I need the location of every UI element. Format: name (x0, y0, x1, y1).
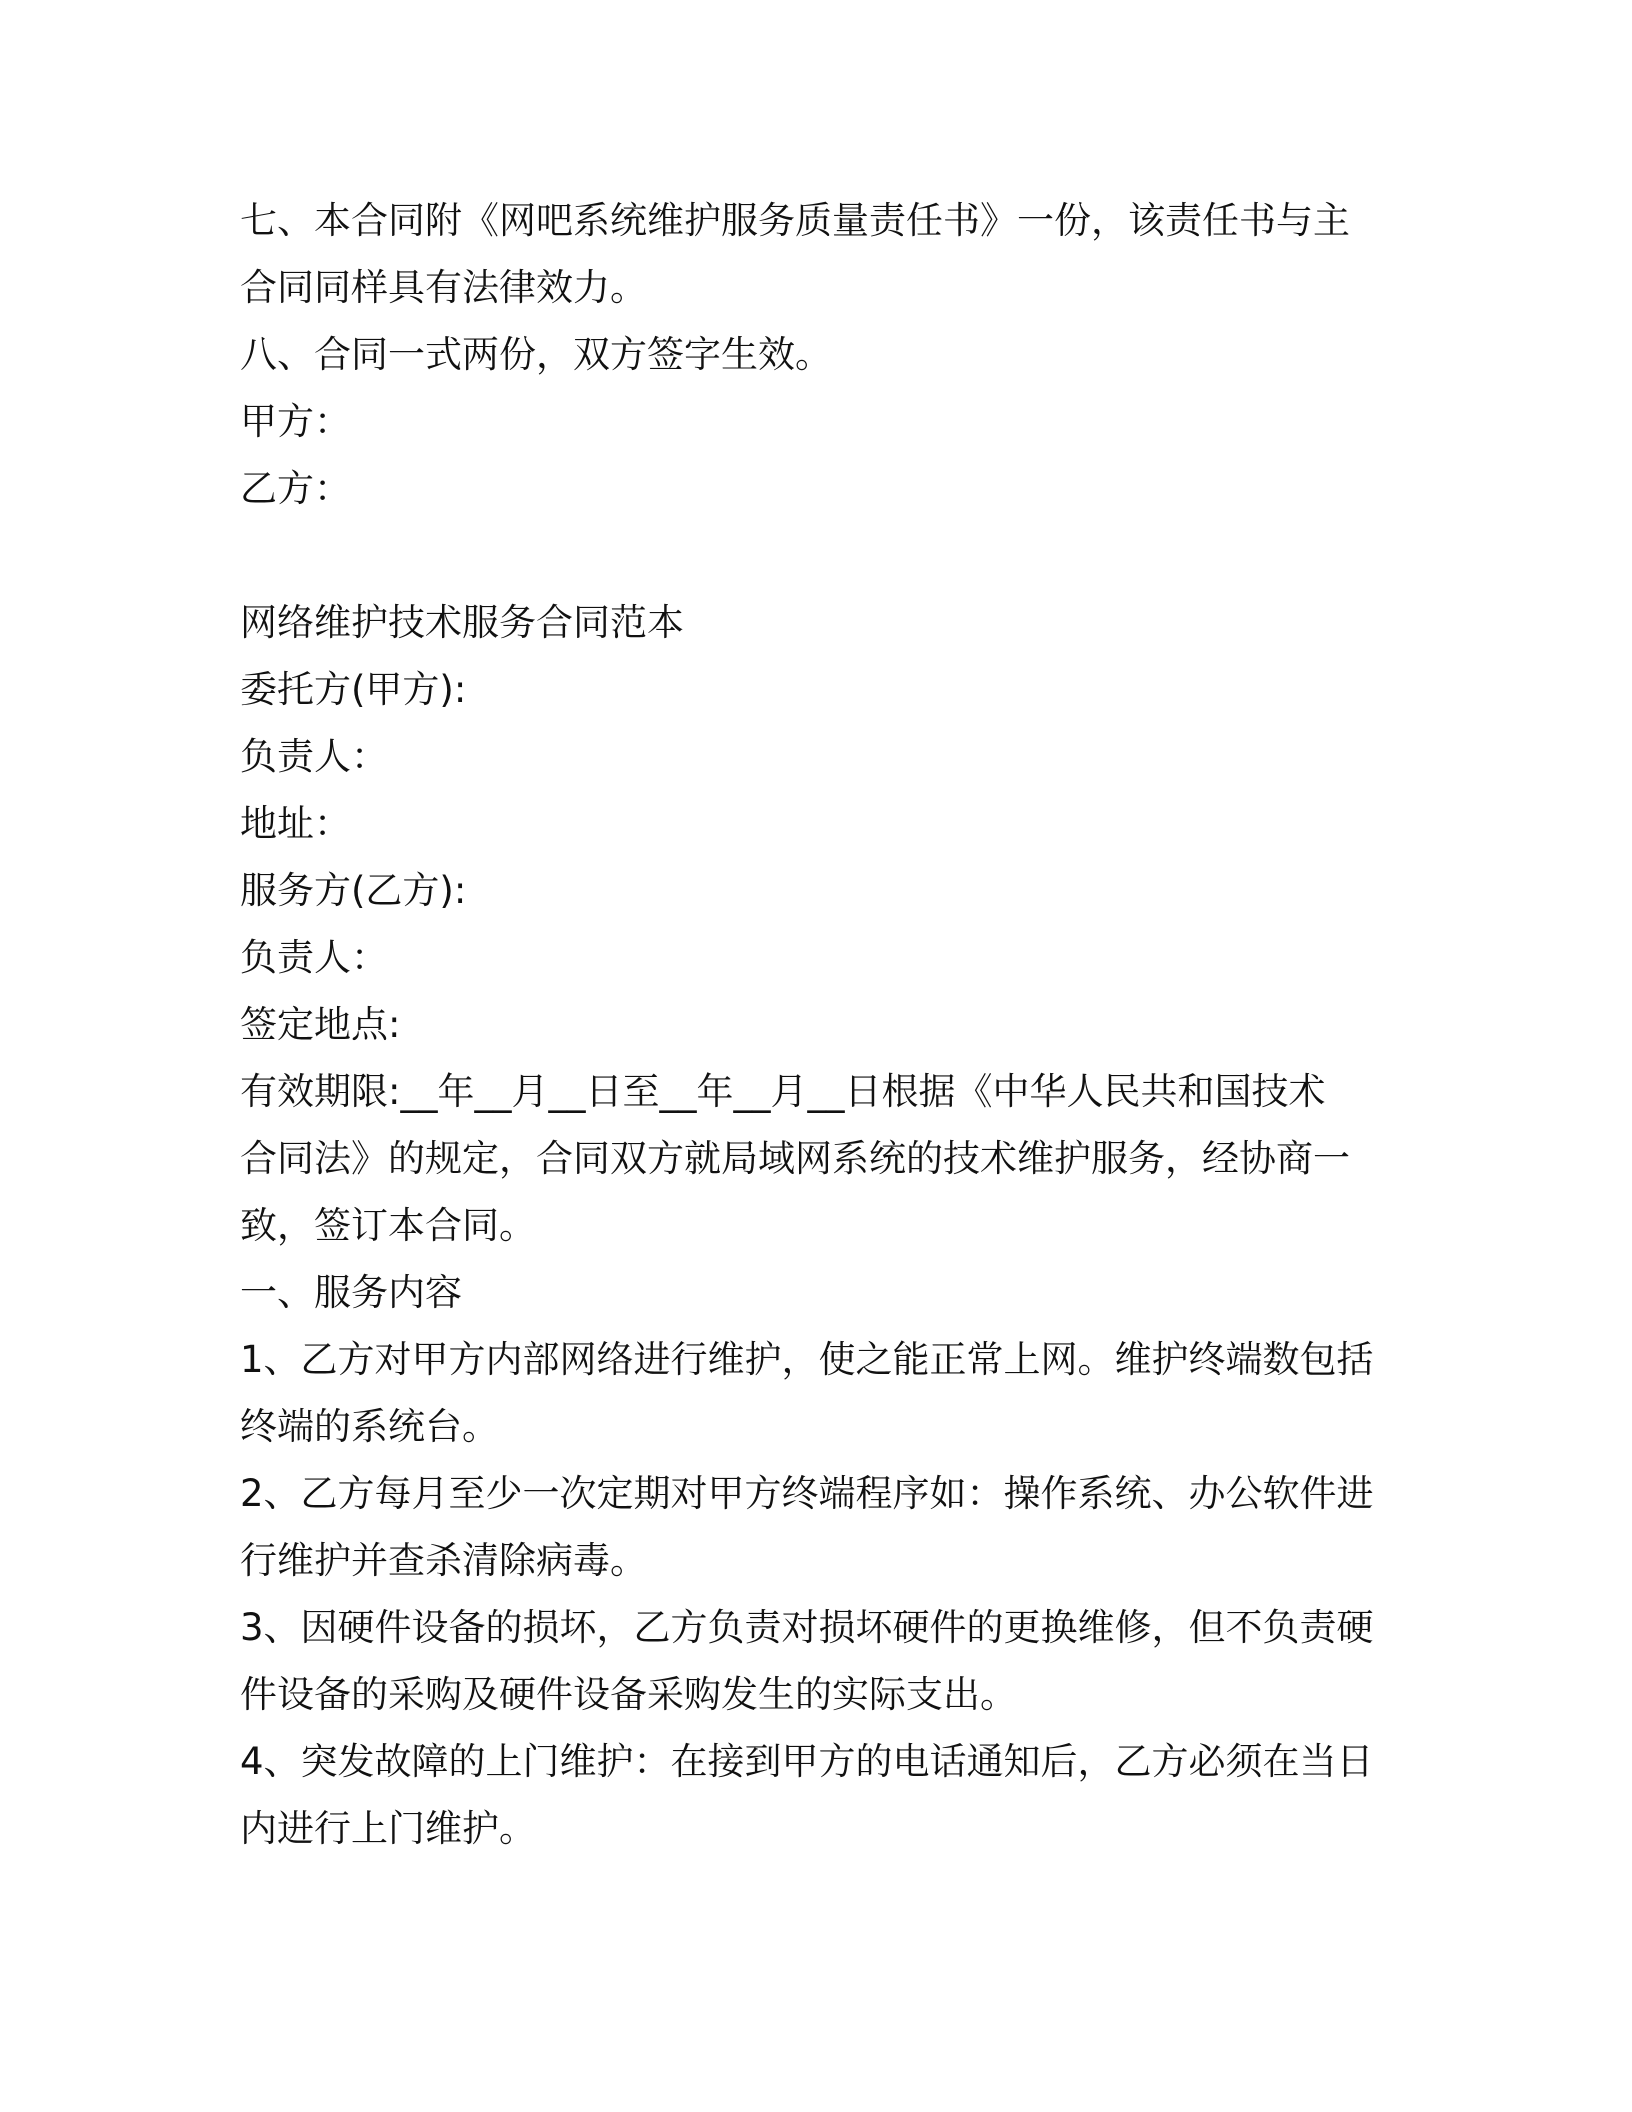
document-body (240, 187, 1390, 1862)
item-2-line-2: 行维护并查杀清除病毒。 (240, 1539, 647, 1582)
party-a-signature-label: 甲方： (240, 400, 351, 443)
item-4-line-2: 内进行上门维护。 (240, 1807, 536, 1850)
item-3-line-1: 3、因硬件设备的损坏，乙方负责对损坏硬件的更换维修，但不负责硬 (240, 1606, 1374, 1649)
section-1-heading: 一、服务内容 (240, 1271, 462, 1314)
party-b-signature-label: 乙方： (240, 467, 351, 510)
address-field: 地址： (240, 802, 351, 845)
item-3-line-2: 件设备的采购及硬件设备采购发生的实际支出。 (240, 1673, 1017, 1716)
provider-field: 服务方(乙方): (240, 869, 467, 912)
item-1-line-1: 1、乙方对甲方内部网络进行维护，使之能正常上网。维护终端数包括 (240, 1338, 1374, 1381)
client-person-field: 负责人： (240, 735, 388, 778)
section-spacer (240, 522, 1390, 589)
clause-7-line-2: 合同同样具有法律效力。 (240, 266, 647, 309)
template-title: 网络维护技术服务合同范本 (240, 601, 684, 644)
provider-person-field: 负责人： (240, 936, 388, 979)
clause-7-line-1: 七、本合同附《网吧系统维护服务质量责任书》一份，该责任书与主 (240, 199, 1350, 242)
signing-place-field: 签定地点: (240, 1003, 401, 1046)
validity-intro-line-1: 有效期限:__年__月__日至__年__月__日根据《中华人民共和国技术 (240, 1070, 1326, 1113)
item-4-line-1: 4、突发故障的上门维护：在接到甲方的电话通知后，乙方必须在当日 (240, 1740, 1374, 1783)
client-field: 委托方(甲方): (240, 668, 467, 711)
validity-intro-line-3: 致，签订本合同。 (240, 1204, 536, 1247)
clause-8: 八、合同一式两份，双方签字生效。 (240, 333, 832, 376)
item-2-line-1: 2、乙方每月至少一次定期对甲方终端程序如：操作系统、办公软件进 (240, 1472, 1374, 1515)
item-1-line-2: 终端的系统台。 (240, 1405, 499, 1448)
validity-intro-line-2: 合同法》的规定，合同双方就局域网系统的技术维护服务，经协商一 (240, 1137, 1350, 1180)
